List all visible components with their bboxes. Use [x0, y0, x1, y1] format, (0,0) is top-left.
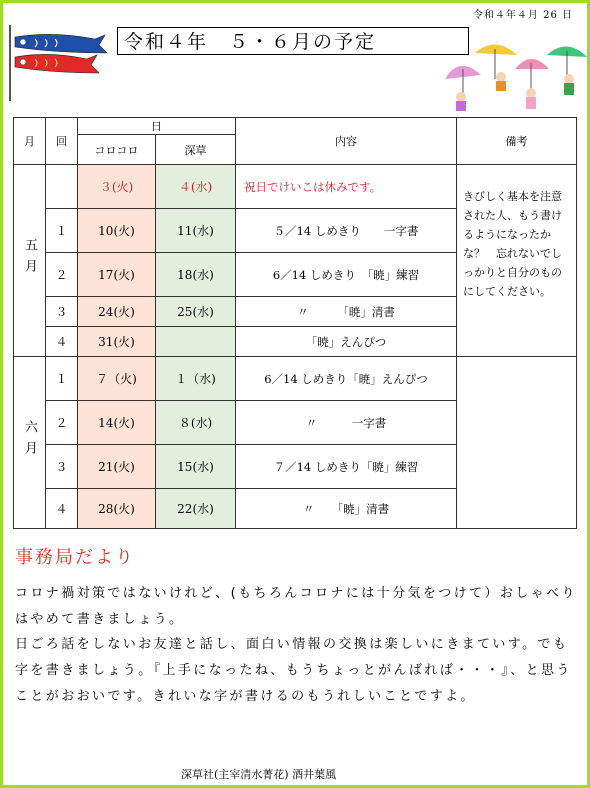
- koinobori-illustration: [13, 31, 109, 77]
- korokoro-date: 21(火): [78, 445, 156, 489]
- bureau-text: [15, 581, 577, 710]
- table-row: [14, 165, 577, 209]
- fukakusa-date: 15(水): [156, 445, 236, 489]
- page-title: 令和４年 ５・６月の予定: [117, 27, 469, 55]
- month-cell: 六月: [14, 357, 46, 529]
- korokoro-date: 14(火): [78, 401, 156, 445]
- fukakusa-date: [156, 327, 236, 357]
- header-month: 月: [14, 118, 46, 165]
- notes-cell: きびしく基本を注意された人、もう書けるようになったかな？ 忘れないでしっかりと自分のものにしてください。: [457, 165, 577, 357]
- fukakusa-date: 25(水): [156, 297, 236, 327]
- round-cell: ３: [46, 297, 78, 327]
- header-round: 回: [46, 118, 78, 165]
- round-cell: ２: [46, 253, 78, 297]
- korokoro-date: 28(火): [78, 489, 156, 529]
- umbrella-children-illustration: [439, 39, 587, 111]
- round-cell: ３: [46, 445, 78, 489]
- fukakusa-date: ４(水): [156, 165, 236, 209]
- month-cell: 五月: [14, 165, 46, 357]
- korokoro-date: ７（火): [78, 357, 156, 401]
- round-cell: ４: [46, 327, 78, 357]
- content-cell: 6／14 しめきり 「暁」練習: [236, 253, 457, 297]
- header-day: 日: [78, 118, 236, 135]
- notes-cell-empty: [457, 357, 577, 529]
- content-cell: 祝日でけいこは休みです。: [236, 165, 457, 209]
- round-cell: ２: [46, 401, 78, 445]
- content-cell: 「暁」えんぴつ: [236, 327, 457, 357]
- content-cell: 〃 一字書: [236, 401, 457, 445]
- flagpole: [9, 25, 11, 101]
- round-cell: １: [46, 357, 78, 401]
- fukakusa-date: 22(水): [156, 489, 236, 529]
- header-notes: 備考: [457, 118, 577, 165]
- korokoro-date: 17(火): [78, 253, 156, 297]
- korokoro-date: ３(火): [78, 165, 156, 209]
- bureau-heading: 事務局だより: [15, 547, 135, 568]
- content-cell: 〃 「暁」清書: [236, 489, 457, 529]
- table-row: [14, 357, 577, 401]
- content-cell: 6／14 しめきり「暁」えんぴつ: [236, 357, 457, 401]
- bureau-paragraph: 日ごろ話をしないお友達と話し、面白い情報の交換は楽しいにきまていす。でも字を書きましょう。『上手になったね、もうちょっとがんばれば・・・』、と思うことがおおいです。きれいな字が書けるのもうれしいことですよ。: [15, 637, 572, 704]
- korokoro-date: 31(火): [78, 327, 156, 357]
- header-content: 内容: [236, 118, 457, 165]
- fukakusa-date: ８(水): [156, 401, 236, 445]
- content-cell: ５／14 しめきり 一字書: [236, 209, 457, 253]
- fukakusa-date: １（水): [156, 357, 236, 401]
- header-korokoro: コロコロ: [78, 135, 156, 165]
- header-fukakusa: 深草: [156, 135, 236, 165]
- fukakusa-date: 11(水): [156, 209, 236, 253]
- round-cell: [46, 165, 78, 209]
- korokoro-date: 24(火): [78, 297, 156, 327]
- signature: 深草社(主宰清水菁花) 酒井葉風: [181, 768, 337, 781]
- content-cell: 〃 「暁」清書: [236, 297, 457, 327]
- bureau-paragraph: コロナ禍対策ではないけれど、(もちろんコロナには十分気をつけて）おしゃべりはやめて書きましょう。: [15, 586, 577, 627]
- document-date: 令和４年４月 26 日: [472, 10, 573, 21]
- round-cell: ４: [46, 489, 78, 529]
- schedule-table: [13, 117, 577, 529]
- korokoro-date: 10(火): [78, 209, 156, 253]
- round-cell: １: [46, 209, 78, 253]
- fukakusa-date: 18(水): [156, 253, 236, 297]
- content-cell: ７／14 しめきり「暁」練習: [236, 445, 457, 489]
